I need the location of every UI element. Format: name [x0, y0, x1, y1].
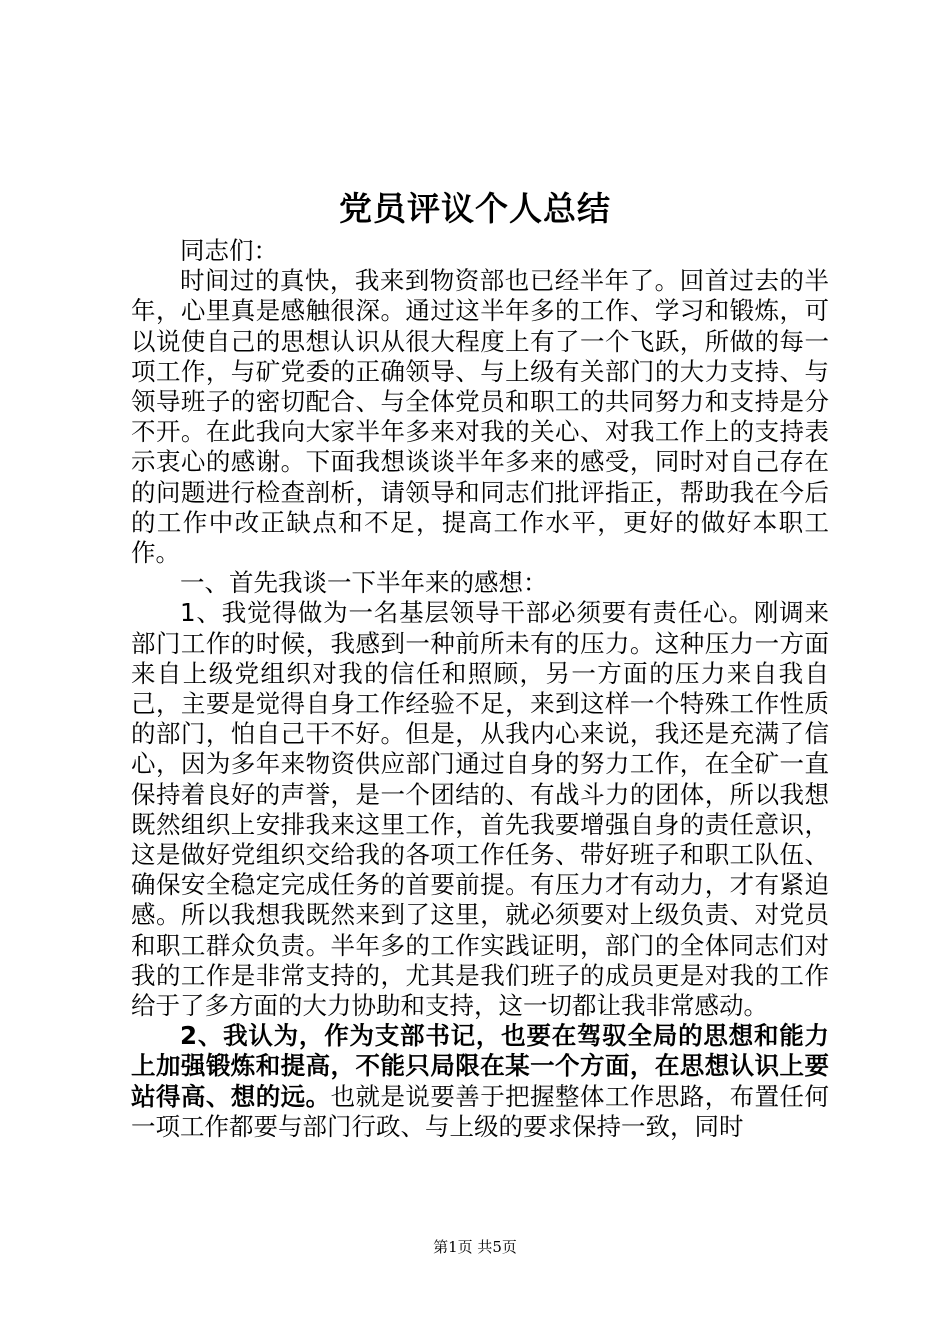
point-2-lead: 2、我认为，作为支部书记，也要在驾驭全局的思想和能力上加强锻炼和提高，不能只局限在某一个方面，在思想认识上要站得高、想的远。 [131, 1021, 829, 1111]
point-2-paragraph [131, 1021, 829, 1142]
salutation: 同志们： [180, 236, 278, 265]
section-heading: 一、首先我谈一下半年来的感想： [180, 568, 548, 598]
document-title: 党员评议个人总结 [339, 189, 611, 228]
intro-paragraph: 时间过的真快，我来到物资部也已经半年了。回首过去的半年，心里真是感触很深。通过这半年多的工作、学习和锻炼，可以说使自己的思想认识从很大程度上有了一个飞跃，所做的每一项工作，与矿党委的正确领导、与上级有关部门的大力支持、与领导班子的密切配合、与全体党员和职工的共同努力和支持是分不开。在此我向大家半年多来对我的关心、对我工作上的支持表示衷心的感谢。下面我想谈谈半年多来的感受，同时对自己存在的问题进行检查剖析，请领导和同志们批评指正，帮助我在今后的工作中改正缺点和不足，提高工作水平，更好的做好本职工作。 [131, 266, 829, 568]
point-1-lead: 1、我觉得做为一名基层领导干部必须要有责任心。 [180, 598, 754, 628]
page-footer: 第1页 共5页 [433, 1238, 517, 1256]
point-1-paragraph [131, 598, 829, 1021]
point-1-body: 刚调来部门工作的时候，我感到一种前所未有的压力。这种压力一方面来自上级党组织对我的信任和照顾，另一方面的压力来自我自己，主要是觉得自身工作经验不足，来到这样一个特殊工作性质的部门，怕自己干不好。但是，从我内心来说，我还是充满了信心，因为多年来物资供应部门通过自身的努力工作，在全矿一直保持着良好的声誉，是一个团结的、有战斗力的团体，所以我想既然组织上安排我来这里工作，首先我要增强自身的责任意识，这是做好党组织交给我的各项工作任务、带好班子和职工队伍、确保安全稳定完成任务的首要前提。有压力才有动力，才有紧迫感。所以我想我既然来到了这里，就必须要对上级负责、对党员和职工群众负责。半年多的工作实践证明，部门的全体同志们对我的工作是非常支持的，尤其是我们班子的成员更是对我的工作给于了多方面的大力协助和支持，这一切都让我非常感动。 [131, 598, 830, 1021]
document-body [131, 236, 829, 1142]
point-2-body: 也就是说要善于把握整体工作思路，布置任何一项工作都要与部门行政、与上级的要求保持一致，同时 [131, 1081, 830, 1141]
